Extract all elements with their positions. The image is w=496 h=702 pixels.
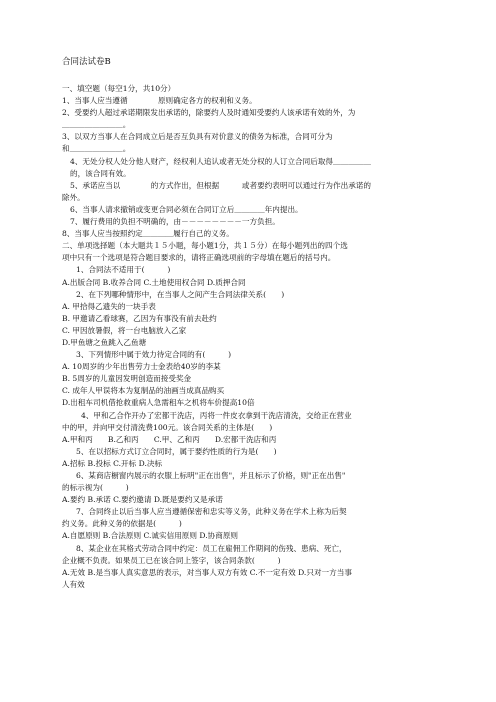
text-line: D.出租车司机借抢救重病人急需租车之机将车价提高10倍 [62,398,255,408]
text-line: 中的甲，并向甲交付清洗费100元。该合同关系的主体是( ) [62,422,273,432]
text-line: 3、下列情形中属于效力待定合同的有( ) [76,350,232,360]
text-line: B. 5周岁的儿童因发明创造而接受奖金 [62,374,192,384]
text-line: 3、以双方当事人在合同成立后是否互负具有对价意义的债务为标准，合同可分为 [62,132,333,142]
text-line: 的，该合同有效。 [70,168,131,178]
document-title: 合同法试卷B [62,57,111,67]
text-line: 一、填空题（每空1分，共10分） [62,84,176,93]
text-line: 2、在下列哪种情形中，在当事人之间产生合同法律关系( ) [76,289,285,299]
text-line: 约义务。此种义务的依据是( ) [62,519,182,529]
text-line: A.无效 B.是当事人真实意思的表示，对当事人双方有效 C.不一定有效 D.只对一方当事 [62,567,352,577]
text-line: 2、受要约人超过承诺期限发出承诺的，除要约人及时通知受要约人该承诺有效的外，为 [62,108,356,118]
text-line: D.甲鱼塘之鱼跳入乙鱼塘 [62,337,147,347]
text-line: 1、当事人应当遵循 原则确定各方的权利和义务。 [62,96,257,106]
text-line: A. 10周岁的少年出售劳力士金表给40岁的李某 [62,362,221,372]
text-line: A.自愿原则 B.合法原则 C.诚实信用原则 D.协商原则 [62,531,239,541]
text-line: C. 成年人甲误将本为复制品的油画当成真品购买 [62,386,225,396]
text-line: 8、当事人应当按照约定＿＿＿＿履行自己的义务。 [62,229,234,239]
text-line: ＿＿＿＿＿＿＿＿。 [62,120,131,130]
text-line: 企业概不负责。如果员工已在该合同上签字，该合同条款( ) [62,555,281,565]
text-line: 1、合同法不适用于( ) [76,265,171,275]
text-line: B. 甲邀请乙看球赛，乙因为有事没有前去赴约 [62,313,217,323]
text-line: A.出版合同 B.收养合同 C.土地使用权合同 D.质押合同 [62,277,246,287]
text-line: 除外。 [62,192,85,202]
text-line: 6、当事人请求撤销或变更合同必须在合同订立后＿＿＿＿年内提出。 [70,204,303,214]
document-body [62,83,450,591]
text-line: 5、在以招标方式订立合同时，属于要约性质的行为是( ) [76,446,277,456]
text-line: 和＿＿＿＿＿＿＿。 [62,144,131,154]
text-line: 人有效 [62,579,85,589]
text-line: A. 甲拾得乙遗失的一块手表 [62,301,156,311]
text-line: 7、履行费用的负担不明确的，由－－－－－－－－一方负担。 [70,217,280,227]
text-line: 7、合同终止以后当事人应当遵循保密和忠实等义务，此种义务在学术上称为后契 [76,507,347,517]
text-line: 二、单项选择题（本大题共１５小题，每小题1分，共１５分）在每小题列出的四个选 [62,241,348,251]
text-line: 6、某商店橱窗内展示的衣服上标明"正在出售"，并且标示了价格，则"正在出售" [76,471,346,480]
text-line: A.招标 B.投标 C.开标 D.决标 [62,458,163,468]
text-line: 8、某企业在其格式劳动合同中约定：员工在雇佣工作期间的伤残、患病、死亡， [76,543,347,553]
text-line: C. 甲因放暑假，将一台电脑放入乙家 [62,325,187,335]
text-line: 4、甲和乙合作开办了宏都干洗店，丙将一件皮衣拿到干洗店清洗，交给正在营业 [81,410,352,420]
text-line: 5、承诺应当以 的方式作出，但根据 或者要约表明可以通过行为作出承诺的 [70,180,371,190]
text-line: A.甲和丙 B.乙和丙 C.甲、乙和丙 D.宏都干洗店和丙 [62,434,277,444]
text-line: 4、无处分权人处分他人财产，经权利人追认或者无处分权的人订立合同后取得＿＿＿＿＿ [70,156,371,166]
text-line: A.要约 B.承诺 C.要约邀请 D.既是要约又是承诺 [62,495,223,505]
text-line: 的标示视为( ) [62,483,129,493]
text-line: 项中只有一个选项是符合题目要求的，请将正确选项前的字母填在题后的括号内。 [62,253,336,263]
